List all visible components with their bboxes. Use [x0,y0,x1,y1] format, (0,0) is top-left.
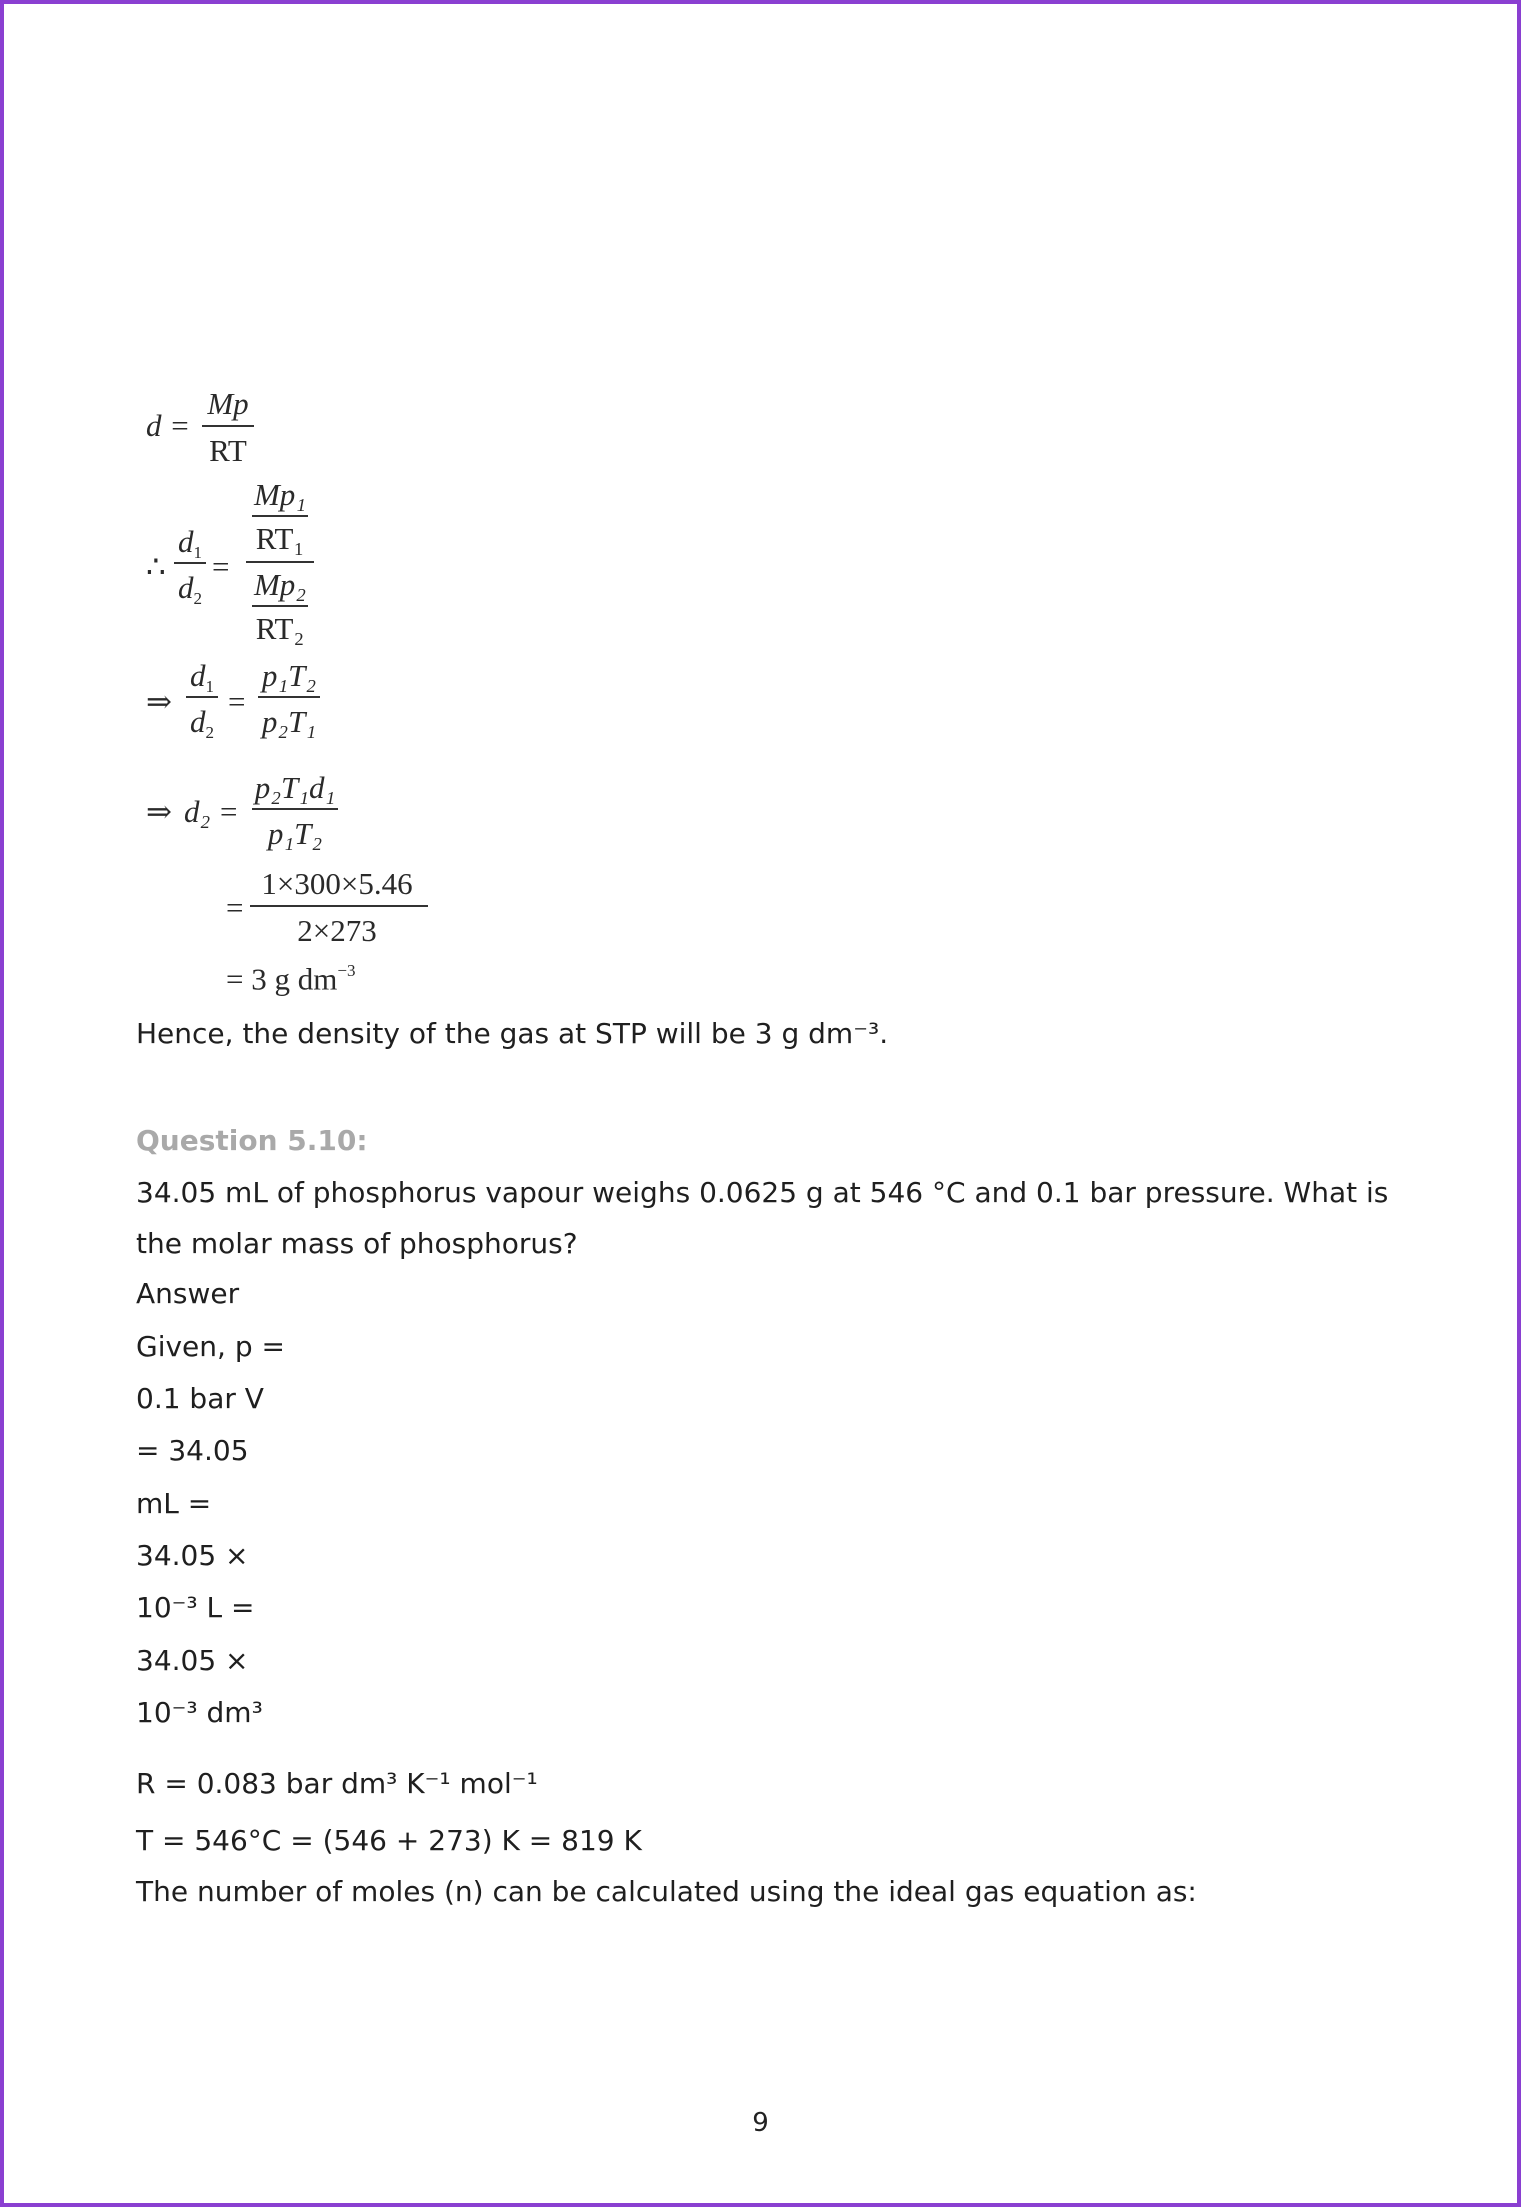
conclusion-text: Hence, the density of the gas at STP will be 3 g dm⁻³. [136,1017,889,1050]
given-line-3: = 34.05 [136,1434,249,1467]
page-number: 9 [752,2108,769,2138]
eq4-den: p₁T₂ [267,816,323,851]
eq4-num: p₂T₁d₁ [254,770,336,805]
eq2-d1: $d_1$ [177,524,202,562]
eq2-top-bar [252,515,308,517]
given-line-8: 10⁻³ dm³ [136,1696,263,1729]
eq1-denominator: RT [209,433,247,468]
eq3-left-bar [186,696,218,698]
eq3-rhs-bar [258,696,320,698]
given-line-1: Given, p = [136,1330,285,1363]
given-line-5: 34.05 × [136,1539,249,1572]
implies-symbol-1: ⇒ [146,684,172,719]
eq5-equals: = [226,890,244,925]
eq3-equals: = [228,684,246,719]
eq2-d2: $d_2$ [177,570,202,608]
implies-symbol-2: ⇒ [146,794,172,829]
eq4-lhs: d₂ = [184,794,239,829]
eq5-bar [250,905,428,907]
moles-line: The number of moles (n) can be calculated using the ideal gas equation as: [136,1875,1197,1908]
eq2-top-den: RT₁ [255,521,305,556]
gas-constant-line: R = 0.083 bar dm³ K⁻¹ mol⁻¹ [136,1767,538,1800]
eq4-bar [252,808,338,810]
eq2-bot-num: Mp₂ [253,567,307,602]
eq3-d1: $d_1$ [189,658,214,696]
given-line-7: 34.05 × [136,1644,249,1677]
eq2-main-bar [246,561,314,563]
eq2-equals: = [212,549,230,584]
eq2-bot-den: RT₂ [255,611,305,646]
eq1-fraction-bar [202,425,254,427]
eq6-result: = 3 g $dm^{-3}$ [226,961,356,997]
answer-label: Answer [136,1277,240,1310]
eq3-rhs-num: p₁T₂ [261,658,317,693]
eq3-d2: $d_2$ [189,704,214,742]
eq5-num: 1×300×5.46 [261,866,413,901]
given-line-4: mL = [136,1487,212,1520]
temperature-line: T = 546°C = (546 + 273) K = 819 K [136,1824,642,1857]
given-line-6: 10⁻³ L = [136,1591,255,1624]
eq1-lhs: d = [146,408,191,443]
question-heading: Question 5.10: [136,1124,368,1157]
question-line-1: 34.05 mL of phosphorus vapour weighs 0.0625 g at 546 °C and 0.1 bar pressure. What is [136,1176,1389,1209]
eq5-den: 2×273 [297,913,377,948]
therefore-symbol: ∴ [146,549,166,584]
eq2-left-bar [174,562,206,564]
given-line-2: 0.1 bar V [136,1382,264,1415]
eq3-rhs-den: p₂T₁ [261,704,317,739]
eq1-numerator: Mp [207,386,249,421]
question-line-2: the molar mass of phosphorus? [136,1227,578,1260]
eq2-bot-bar [252,605,308,607]
eq2-top-num: Mp₁ [253,477,307,512]
